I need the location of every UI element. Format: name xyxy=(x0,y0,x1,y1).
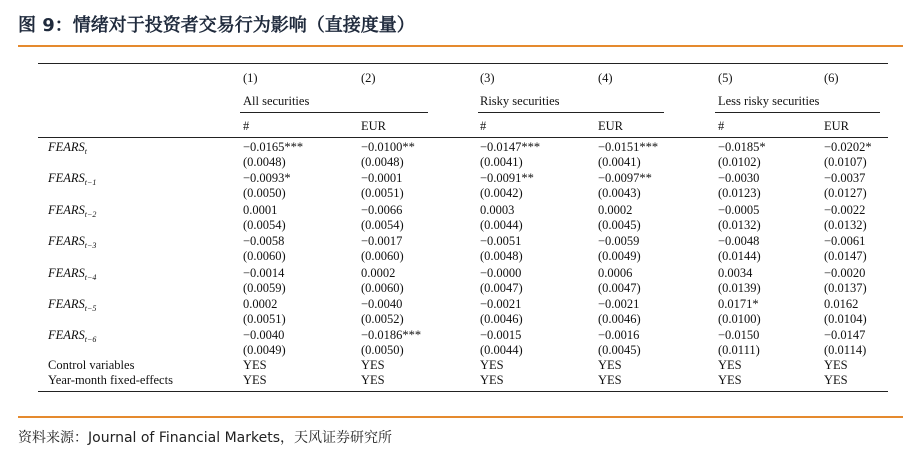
coefficient-cell: −0.0058 xyxy=(243,234,285,249)
footer-value-cell: YES xyxy=(480,358,504,372)
footer-value-cell: YES xyxy=(824,373,848,387)
coefficient-cell: 0.0006 xyxy=(598,265,633,280)
unit-header: # xyxy=(718,119,725,133)
coefficient-cell: −0.0150 xyxy=(718,328,760,343)
coefficient-cell: −0.0017 xyxy=(361,234,403,249)
column-number: (1) xyxy=(243,71,258,85)
coefficient-cell: −0.0147*** xyxy=(480,140,541,154)
row-label xyxy=(48,265,96,286)
coefficient-cell: −0.0185* xyxy=(718,140,766,154)
coefficient-cell: 0.0002 xyxy=(243,297,278,311)
std-error-cell: (0.0111) xyxy=(718,343,760,358)
group-header: All securities xyxy=(243,94,310,108)
std-error-cell: (0.0060) xyxy=(243,249,286,264)
std-error-cell: (0.0048) xyxy=(243,155,286,169)
row-label-subscript: t−2 xyxy=(84,209,97,219)
coefficient-cell: 0.0002 xyxy=(361,265,396,280)
row-label-subscript: t−5 xyxy=(84,304,97,313)
coefficient-cell: −0.0030 xyxy=(718,171,760,186)
coefficient-cell: −0.0091** xyxy=(480,171,534,186)
table-top-rule xyxy=(38,63,888,64)
std-error-cell: (0.0046) xyxy=(598,312,641,326)
coefficient-cell: −0.0147 xyxy=(824,328,866,343)
footer-value-cell: YES xyxy=(598,358,622,372)
row-label-base: FEARS xyxy=(48,140,85,154)
footer-value-cell: YES xyxy=(361,373,385,387)
row-label xyxy=(48,233,96,254)
row-label xyxy=(48,170,96,191)
std-error-cell: (0.0045) xyxy=(598,217,641,232)
std-error-cell: (0.0137) xyxy=(824,280,867,295)
coefficient-cell: −0.0014 xyxy=(243,265,285,280)
row-label-base: FEARS xyxy=(48,297,85,311)
std-error-cell: (0.0041) xyxy=(598,155,641,169)
row-label-base: FEARS xyxy=(48,202,85,217)
std-error-cell: (0.0043) xyxy=(598,186,641,201)
row-label xyxy=(48,327,96,348)
footer-value-cell: YES xyxy=(598,373,622,387)
std-error-cell: (0.0051) xyxy=(361,186,404,201)
std-error-cell: (0.0049) xyxy=(598,249,641,264)
std-error-cell: (0.0123) xyxy=(718,186,761,201)
row-label xyxy=(48,296,96,317)
figure-source: 资料来源：Journal of Financial Markets，天风证券研究所 xyxy=(18,430,392,446)
std-error-cell: (0.0060) xyxy=(361,249,404,264)
coefficient-cell: −0.0093* xyxy=(243,171,291,186)
unit-header: # xyxy=(480,119,487,133)
std-error-cell: (0.0107) xyxy=(824,155,867,169)
std-error-cell: (0.0060) xyxy=(361,280,404,295)
coefficient-cell: −0.0037 xyxy=(824,171,866,186)
std-error-cell: (0.0041) xyxy=(480,155,523,169)
std-error-cell: (0.0104) xyxy=(824,312,867,326)
std-error-cell: (0.0114) xyxy=(824,343,867,358)
row-label-base: FEARS xyxy=(48,265,85,280)
column-number: (6) xyxy=(824,71,839,85)
footer-row-label: Control variables xyxy=(48,358,135,372)
column-number: (4) xyxy=(598,71,613,85)
std-error-cell: (0.0054) xyxy=(243,217,286,232)
std-error-cell: (0.0144) xyxy=(718,249,761,264)
std-error-cell: (0.0048) xyxy=(480,249,523,264)
unit-header: # xyxy=(243,119,250,133)
footer-value-cell: YES xyxy=(718,373,742,387)
row-label-base: FEARS xyxy=(48,328,85,343)
std-error-cell: (0.0132) xyxy=(718,217,761,232)
row-label-subscript: t−3 xyxy=(84,241,97,251)
header-bottom-rule xyxy=(38,137,888,138)
coefficient-cell: 0.0003 xyxy=(480,202,515,217)
column-number: (5) xyxy=(718,71,733,85)
row-label-subscript: t xyxy=(84,147,88,156)
coefficient-cell: 0.0002 xyxy=(598,202,633,217)
std-error-cell: (0.0042) xyxy=(480,186,523,201)
footer-value-cell: YES xyxy=(824,358,848,372)
column-number: (2) xyxy=(361,71,376,85)
unit-header: EUR xyxy=(361,119,386,133)
coefficient-cell: 0.0171* xyxy=(718,297,759,311)
row-label-base: FEARS xyxy=(48,171,85,186)
std-error-cell: (0.0044) xyxy=(480,343,523,358)
column-number: (3) xyxy=(480,71,495,85)
coefficient-cell: −0.0000 xyxy=(480,265,522,280)
std-error-cell: (0.0047) xyxy=(598,280,641,295)
row-label xyxy=(48,202,96,223)
coefficient-cell: −0.0016 xyxy=(598,328,640,343)
coefficient-cell: −0.0040 xyxy=(243,328,285,343)
footer-value-cell: YES xyxy=(243,373,267,387)
coefficient-cell: −0.0048 xyxy=(718,234,760,249)
std-error-cell: (0.0050) xyxy=(243,186,286,201)
coefficient-cell: −0.0020 xyxy=(824,265,866,280)
std-error-cell: (0.0127) xyxy=(824,186,867,201)
footer-value-cell: YES xyxy=(361,358,385,372)
coefficient-cell: −0.0015 xyxy=(480,328,522,343)
unit-header: EUR xyxy=(598,119,623,133)
coefficient-cell: −0.0186*** xyxy=(361,328,422,343)
row-label-subscript: t−6 xyxy=(84,335,97,345)
footer-value-cell: YES xyxy=(243,358,267,372)
coefficient-cell: −0.0165*** xyxy=(243,140,304,154)
std-error-cell: (0.0052) xyxy=(361,312,404,326)
group-rule-risky xyxy=(478,112,664,113)
coefficient-cell: −0.0021 xyxy=(480,297,522,311)
std-error-cell: (0.0044) xyxy=(480,217,523,232)
std-error-cell: (0.0147) xyxy=(824,249,867,264)
coefficient-cell: −0.0059 xyxy=(598,234,640,249)
group-header: Risky securities xyxy=(480,94,560,108)
coefficient-cell: 0.0001 xyxy=(243,202,278,217)
footer-value-cell: YES xyxy=(480,373,504,387)
std-error-cell: (0.0051) xyxy=(243,312,286,326)
coefficient-cell: −0.0061 xyxy=(824,234,866,249)
coefficient-cell: −0.0100** xyxy=(361,140,415,154)
coefficient-cell: −0.0097** xyxy=(598,171,652,186)
std-error-cell: (0.0139) xyxy=(718,280,761,295)
coefficient-cell: −0.0021 xyxy=(598,297,640,311)
coefficient-cell: −0.0202* xyxy=(824,140,872,154)
std-error-cell: (0.0046) xyxy=(480,312,523,326)
bottom-accent-rule xyxy=(18,416,903,418)
coefficient-cell: −0.0005 xyxy=(718,202,760,217)
coefficient-cell: −0.0001 xyxy=(361,171,403,186)
std-error-cell: (0.0102) xyxy=(718,155,761,169)
coefficient-cell: 0.0034 xyxy=(718,265,753,280)
coefficient-cell: 0.0162 xyxy=(824,297,859,311)
std-error-cell: (0.0048) xyxy=(361,155,404,169)
row-label-base: FEARS xyxy=(48,234,85,249)
std-error-cell: (0.0047) xyxy=(480,280,523,295)
std-error-cell: (0.0050) xyxy=(361,343,404,358)
row-label-subscript: t−1 xyxy=(84,178,97,188)
figure-title: 图 9：情绪对于投资者交易行为影响（直接度量） xyxy=(18,15,415,36)
group-header: Less risky securities xyxy=(718,94,820,108)
table-bottom-rule xyxy=(38,391,888,392)
unit-header: EUR xyxy=(824,119,849,133)
coefficient-cell: −0.0066 xyxy=(361,202,403,217)
row-label xyxy=(48,139,87,160)
footer-value-cell: YES xyxy=(718,358,742,372)
std-error-cell: (0.0100) xyxy=(718,312,761,326)
std-error-cell: (0.0132) xyxy=(824,217,867,232)
footer-row-label: Year-month fixed-effects xyxy=(48,373,173,387)
coefficient-cell: −0.0151*** xyxy=(598,140,659,154)
row-label-subscript: t−4 xyxy=(84,272,97,282)
group-rule-all xyxy=(240,112,428,113)
group-rule-less-risky xyxy=(715,112,880,113)
coefficient-cell: −0.0022 xyxy=(824,202,866,217)
std-error-cell: (0.0059) xyxy=(243,280,286,295)
std-error-cell: (0.0049) xyxy=(243,343,286,358)
std-error-cell: (0.0045) xyxy=(598,343,641,358)
coefficient-cell: −0.0051 xyxy=(480,234,522,249)
std-error-cell: (0.0054) xyxy=(361,217,404,232)
coefficient-cell: −0.0040 xyxy=(361,297,403,311)
